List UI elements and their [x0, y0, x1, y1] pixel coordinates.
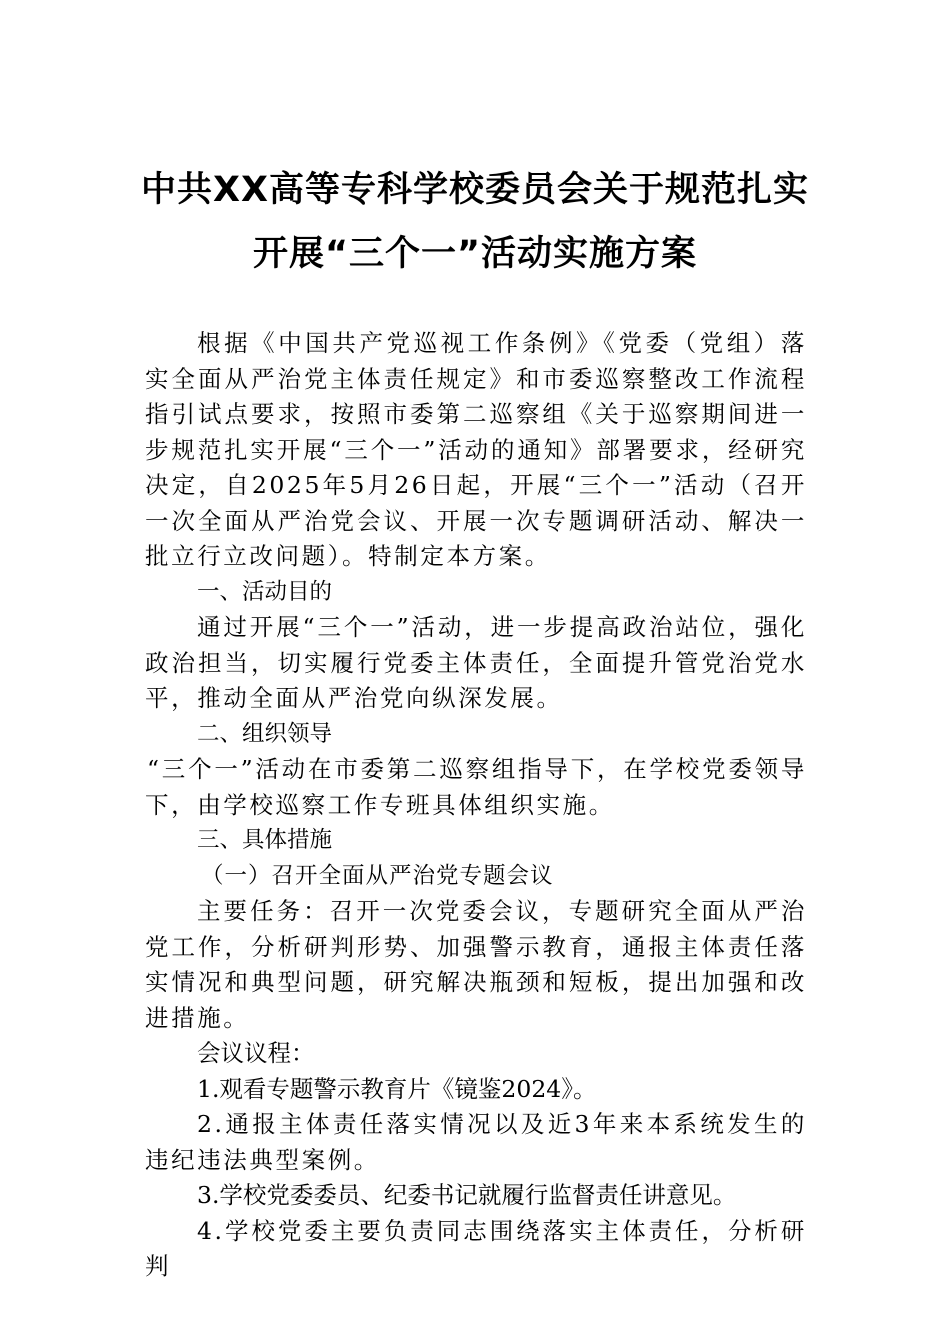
agenda-label: 会议议程：: [197, 1039, 315, 1067]
intro-paragraph: 根据《中国共产党巡视工作条例》《党委（党组）落实全面从严治党主体责任规定》和市委巡察整改工作流程指引试点要求，按照市委第二巡察组《关于巡察期间进一步规范扎实开展“三个一”活动的通知》部署要求，经研究决定，自2025年5月26日起，开展“三个一”活动（召开一次全面从严治党会议、开展一次专题调研活动、解决一批立行立改问题）。特制定本方案。: [145, 329, 807, 570]
title-line-2: 开展“三个一”活动实施方案: [252, 234, 697, 274]
section-2-paragraph: “三个一”活动在市委第二巡察组指导下，在学校党委领导下，由学校巡察工作专班具体组织实施。: [145, 755, 807, 819]
section-1-paragraph: 通过开展“三个一”活动，进一步提高政治站位，强化政治担当，切实履行党委主体责任，全面提升管党治党水平，推动全面从严治党向纵深发展。: [145, 613, 807, 712]
agenda-item: 2.通报主体责任落实情况以及近3年来本系统发生的违纪违法典型案例。: [145, 1110, 807, 1174]
subsection-1-task: 主要任务：召开一次党委会议，专题研究全面从严治党工作，分析研判形势、加强警示教育，通报主体责任落实情况和典型问题，研究解决瓶颈和短板，提出加强和改进措施。: [145, 897, 807, 1032]
agenda-item: 3.学校党委委员、纪委书记就履行监督责任讲意见。: [197, 1181, 737, 1209]
section-2-heading: 二、组织领导: [197, 720, 333, 747]
agenda-item: 1.观看专题警示教育片《镜鉴2024》。: [197, 1074, 597, 1103]
agenda-item: 4.学校党委主要负责同志围绕落实主体责任，分析研判: [145, 1216, 807, 1280]
document-title: [110, 158, 840, 286]
subsection-1-heading: （一）召开全面从严治党专题会议: [201, 862, 554, 889]
section-3-heading: 三、具体措施: [197, 827, 333, 853]
section-1-heading: 一、活动目的: [197, 578, 333, 605]
title-line-1: 中共XX高等专科学校委员会关于规范扎实: [141, 170, 809, 210]
document-body: [145, 326, 807, 1285]
